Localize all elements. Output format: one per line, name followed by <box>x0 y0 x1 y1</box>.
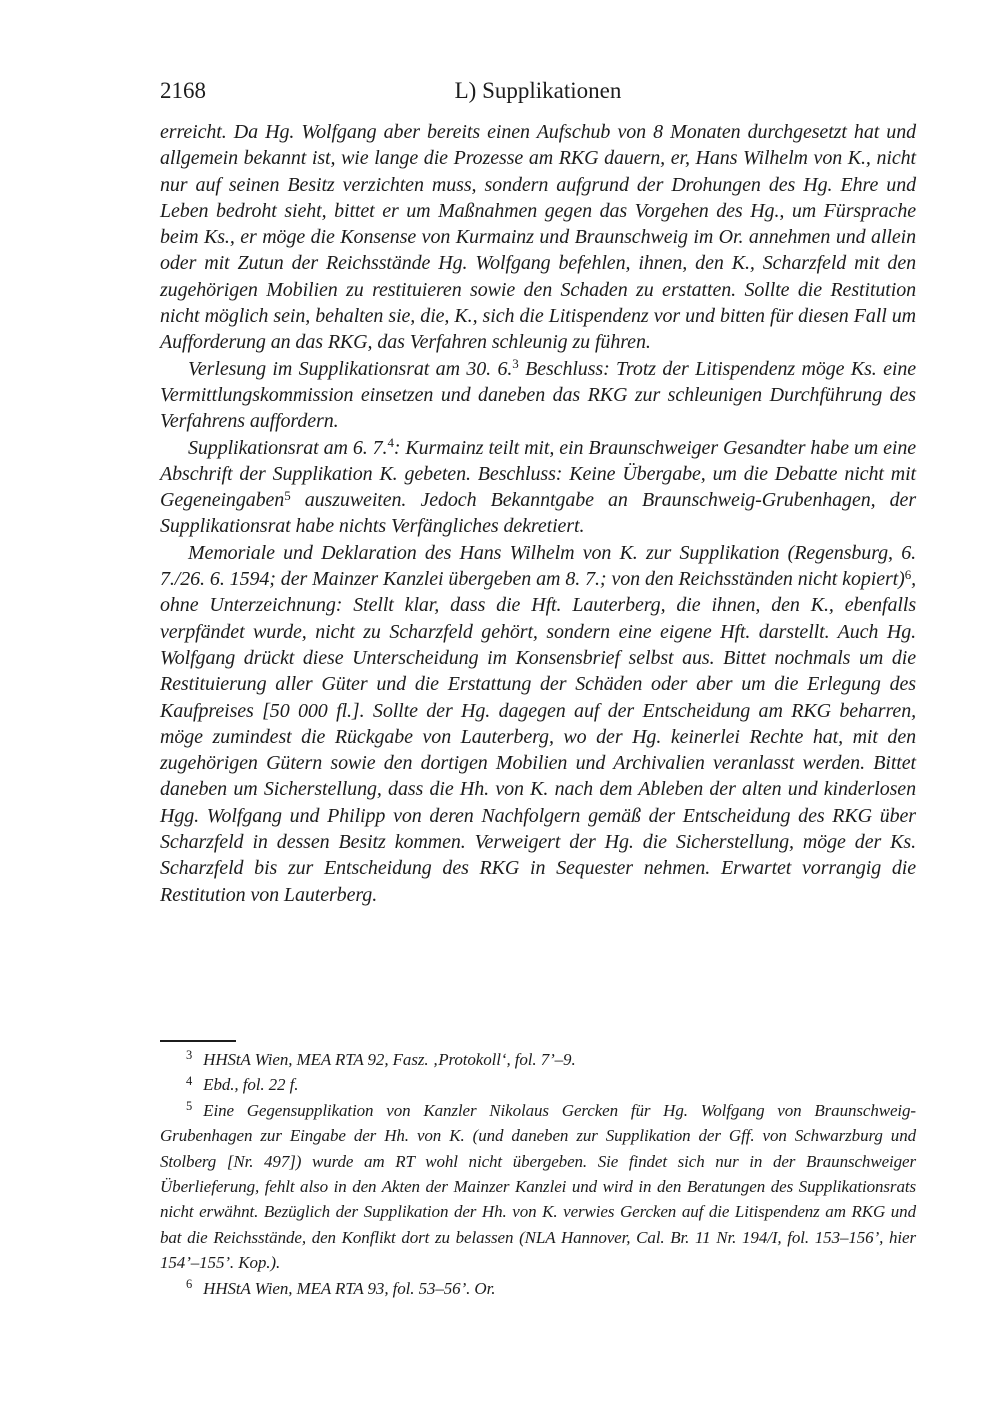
footnote <box>160 1072 916 1097</box>
footnote-text: Ebd., fol. 22 f. <box>203 1075 299 1095</box>
footnote <box>160 1276 916 1301</box>
footnote-number: 5 <box>186 1099 193 1114</box>
paragraph: erreicht. Da Hg. Wolfgang aber bereits einen Aufschub von 8 Monaten durchgesetzt hat und allgemein bekannt ist, wie lange die Prozesse am RKG dauern, er, Hans Wilhelm von K., nicht nur auf seinen Besitz verzichten muss, sondern aufgrund der Drohungen des Hg. Ehre und Leben bedroht sieht, bittet er um Maßnahmen gegen das Vorgehen des Hg., um Fürsprache beim Ks., er möge die Konsense von Kurmainz und Braunschweig im Or. annehmen und allein oder mit Zutun der Reichsstände Hg. Wolfgang befehlen, ihnen, den K., Scharzfeld mit den zugehörigen Mobilien zu restituieren sowie den Schaden zu erstatten. Sollte die Restitution nicht möglich sein, behalten sie, die, K., sich die Litispendenz vor und bitten für diesen Fall um Aufforderung an das RKG, das Verfahren schleunig zu führen. <box>160 121 916 354</box>
footnote-ref: 6 <box>904 566 912 582</box>
footnote-ref: 3 <box>512 356 519 372</box>
footnote-number: 3 <box>186 1048 193 1063</box>
paragraph: Memoriale und Deklaration des Hans Wilhelm von K. zur Supplikation (Regensburg, 6. 7./26. 6. 1594; der Mainzer Kanzlei übergeben am 8. 7.; von den Reichsständen nicht kopiert)$^6$, ohne Unterzeichnung: Stellt klar, dass die Hft. Lauterberg, die ihnen, den K., ebenfalls verpfändet wurde, nicht zu Scharzfeld gehört, sondern eine eigene Hft. darstellt. Auch Hg. Wolfgang drückt diese Unterscheidung im Konsensbrief selbst aus. Bittet nochmals um die Restituierung aller Güter und die Erstattung der Schäden oder aber um die Erlegung des Kaufpreises [50 000 fl.]. Sollte der Hg. dagegen auf der Entscheidung am RKG beharren, möge zumindest die Rückgabe von Lauterberg, wo der Hg. keinerlei Rechte hat, mit den zugehörigen Gütern sowie den dortigen Mobilien und Archivalien veranlasst werden. Bittet daneben um Sicherstellung, dass die Hh. von K. nach dem Ableben der alten und kinderlosen Hgg. Wolfgang und Philipp von deren Nachfolgern gemäß der Entscheidung des RKG über Scharzfeld in dessen Besitz kommen. Verweigert der Hg. die Sicherstellung, möge der Ks. Scharzfeld bis zur Entscheidung des RKG in Sequester nehmen. Erwartet vorrangig die Restitution von Lauterberg. <box>160 541 916 906</box>
paragraph: Supplikationsrat am 6. 7.$^4$: Kurmainz teilt mit, ein Braunschweiger Gesandter habe um eine Abschrift der Supplikation K. gebeten. Beschluss: Keine Übergabe, um die Debatte nicht mit Gegeneingaben$^5$ auszuweiten. Jedoch Bekanntgabe an Braunschweig-Grubenhagen, der Supplikationsrat habe nichts Verfängliches dekretiert. <box>160 435 917 538</box>
footnote-number: 6 <box>186 1277 193 1292</box>
page-number: 2168 <box>160 78 206 103</box>
footnote <box>160 1047 916 1072</box>
paragraph: Verlesung im Supplikationsrat am 30. 6.$^3$ Beschluss: Trotz der Litispendenz möge Ks. eine Vermittlungskommission einsetzen und daneben das RKG zur schleunigen Durchführung des Verfahrens auffordern. <box>160 356 916 433</box>
footnote-number: 4 <box>186 1073 193 1088</box>
footnote <box>160 1098 916 1276</box>
running-title: L) Supplikationen <box>454 78 622 103</box>
footnote-text: HHStA Wien, MEA RTA 93, fol. 53–56’. Or. <box>203 1278 496 1298</box>
footnote-text: HHStA Wien, MEA RTA 92, Fasz. ‚Protokoll‘, fol. 7’–9. <box>203 1050 576 1069</box>
footnote-separator <box>160 1040 236 1042</box>
footnotes <box>160 1047 916 1301</box>
page-header <box>160 78 916 108</box>
footnote-ref: 4 <box>387 435 394 451</box>
body-text <box>160 119 916 908</box>
footnote-text: Eine Gegensupplikation von Kanzler Nikolaus Gercken für Hg. Wolfgang von Braunschweig-Grubenhagen zur Eingabe der Hh. von K. (und daneben zur Supplikation der Gff. von Schwarzburg und Stolberg [Nr. 497]) wurde am RT wohl nicht übergeben. Sie findet sich nur in der Braunschweiger Überlieferung, fehlt also in den Akten der Mainzer Kanzlei und wird in den Beratungen des Supplikationsrats nicht erwähnt. Bezüglich der Supplikation der Hh. von K. verwies Gercken auf die Litispendenz am RKG und bat die Reichsstände, den Konflikt dort zu belassen (NLA Hannover, Cal. Br. 11 Nr. 194/I, fol. 153–156’, hier 154’–155’. Kop.). <box>160 1100 916 1273</box>
footnote-ref: 5 <box>284 487 291 503</box>
